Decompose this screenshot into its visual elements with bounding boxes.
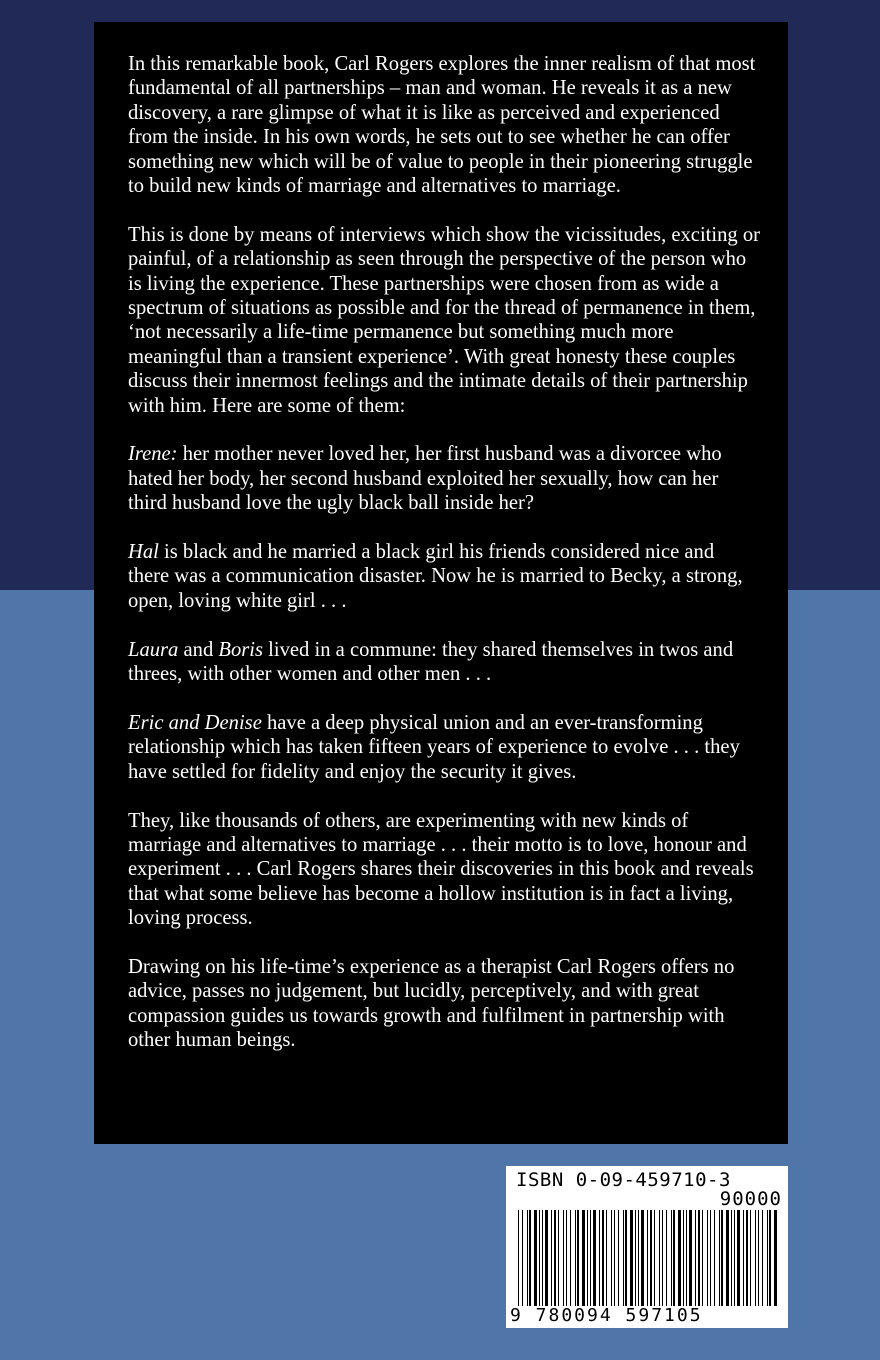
name-eric-denise: Eric and Denise	[128, 711, 262, 734]
barcode-bar	[599, 1210, 600, 1306]
barcode-bar	[758, 1210, 759, 1306]
barcode-bar	[625, 1210, 627, 1306]
barcode-bar	[750, 1210, 751, 1306]
eric-denise-description: have a deep physical union and an ever-transforming relationship which has taken fifteen years of experience to evolve . . . they have settled for fidelity and enjoy the security it gives.	[128, 711, 740, 783]
laura-boris-description: lived in a commune: they shared themselves in twos and threes, with other women and other men . . .	[128, 638, 734, 686]
blurb-paragraph-eric-denise	[128, 711, 760, 784]
barcode-bar	[590, 1210, 591, 1306]
barcode-bar	[577, 1210, 579, 1306]
name-hal: Hal	[128, 541, 159, 564]
name-irene: Irene:	[128, 443, 178, 466]
barcode-bar	[746, 1210, 748, 1306]
isbn-barcode	[506, 1166, 788, 1328]
barcode-bar	[647, 1210, 648, 1306]
barcode-bar	[593, 1210, 596, 1306]
barcode-bar	[695, 1210, 696, 1306]
barcode-bar	[566, 1210, 567, 1306]
barcode-bar	[551, 1210, 552, 1306]
barcode-bar	[678, 1210, 681, 1306]
barcode-bar	[570, 1210, 571, 1306]
barcode-bar	[769, 1210, 771, 1306]
barcode-bar	[719, 1210, 720, 1306]
blurb-panel	[94, 22, 788, 1144]
barcode-bar	[659, 1210, 660, 1306]
barcode-bar	[650, 1210, 652, 1306]
blurb-paragraph-closing: Drawing on his life-time’s experience as a therapist Carl Rogers offers no advice, passes no judgement, but lucidly, perceptively, and with great compassion guides us towards growth and fulfilment in partnership with other human beings.	[128, 955, 735, 1052]
barcode-bar	[731, 1210, 732, 1306]
barcode-bar	[666, 1210, 667, 1306]
blurb-paragraph-intro: In this remarkable book, Carl Rogers explores the inner realism of that most fundamental of all partnerships – man and woman. He reveals it as a new discovery, a rare glimpse of what it is like as perceived and experienced from the inside. In his own words, he sets out to see whether he can offer something new which will be of value to people in their pioneering struggle to build new kinds of marriage and alternatives to marriage.	[128, 53, 756, 198]
barcode-bar	[638, 1210, 639, 1306]
barcode-bar	[654, 1210, 655, 1306]
name-boris: Boris	[218, 638, 264, 661]
barcode-bar	[545, 1210, 548, 1306]
irene-description: her mother never loved her, her first husband was a divorcee who hated her body, her second husband exploited her sexually, how can her third husband love the ugly black ball inside her?	[128, 443, 722, 515]
barcode-bar	[582, 1210, 585, 1306]
barcode-bar	[575, 1210, 576, 1306]
barcode-bar	[698, 1210, 700, 1306]
barcode-bar	[534, 1210, 537, 1306]
barcode-bar	[527, 1210, 528, 1306]
barcode-bar	[618, 1210, 619, 1306]
barcode-bar	[630, 1210, 633, 1306]
blurb-paragraph-method: This is done by means of interviews which show the vicissitudes, exciting or painful, of a relationship as seen through the perspective of the person who is living the experience. These partnerships were chosen from as wide a spectrum of situations as possible and for the thread of permanence in them, ‘not necessarily a life-time permanence but something much more meaningful than a transient experience’. With great honesty these couples discuss their innermost feelings and the intimate details of their partnership with him. Here are some of them:	[128, 223, 761, 417]
barcode-bar	[563, 1210, 564, 1306]
name-laura: Laura	[128, 638, 179, 661]
ean-number: 9 780094 597105	[510, 1305, 703, 1326]
barcode-bar	[529, 1210, 531, 1306]
barcode-bar	[707, 1210, 708, 1306]
barcode-bar	[641, 1210, 644, 1306]
barcode-bar	[710, 1210, 711, 1306]
barcode-bar	[743, 1210, 744, 1306]
barcode-bar	[714, 1210, 715, 1306]
barcode-bar	[671, 1210, 672, 1306]
barcode-bar	[614, 1210, 615, 1306]
barcode-bar	[755, 1210, 756, 1306]
barcode-bar	[542, 1210, 543, 1306]
barcode-bar	[774, 1210, 777, 1306]
barcode-bar	[662, 1210, 663, 1306]
price-code: 90000	[719, 1188, 782, 1210]
blurb-paragraph-irene	[128, 442, 760, 515]
barcode-bar	[539, 1210, 540, 1306]
barcode-bar	[623, 1210, 624, 1306]
barcode-bar	[726, 1210, 729, 1306]
blurb-paragraph-laura-boris	[128, 638, 760, 687]
barcode-bar	[587, 1210, 588, 1306]
barcode-bar	[611, 1210, 612, 1306]
barcode-bar	[522, 1210, 523, 1306]
barcode-bar	[683, 1210, 684, 1306]
barcode-bar	[767, 1210, 768, 1306]
barcode-bar	[635, 1210, 636, 1306]
barcode-bar	[673, 1210, 675, 1306]
barcode-bar	[737, 1210, 740, 1306]
barcode-bar	[554, 1210, 556, 1306]
barcode-bars	[516, 1210, 782, 1306]
barcode-bar	[686, 1210, 687, 1306]
isbn-label: ISBN 0-09-459710-3	[516, 1169, 731, 1191]
barcode-bar	[689, 1210, 692, 1306]
barcode-bar	[606, 1210, 607, 1306]
barcode-bar	[762, 1210, 763, 1306]
barcode-bar	[734, 1210, 735, 1306]
barcode-bar	[702, 1210, 703, 1306]
conjunction-and: and	[178, 638, 219, 661]
barcode-bar	[518, 1210, 519, 1306]
barcode-bar	[602, 1210, 604, 1306]
blurb-paragraph-others: They, like thousands of others, are experimenting with new kinds of marriage and alternatives to marriage . . . their motto is to love, honour and experiment . . . Carl Rogers shares their discoveries in this book and reveals that what some believe has become a hollow institution is in fact a living, loving process.	[128, 809, 754, 930]
hal-description: is black and he married a black girl his friends considered nice and there was a communication disaster. Now he is married to Becky, a strong, open, loving white girl . . .	[128, 541, 743, 612]
blurb-paragraph-hal	[128, 540, 760, 613]
barcode-bar	[558, 1210, 559, 1306]
barcode-bar	[721, 1210, 723, 1306]
